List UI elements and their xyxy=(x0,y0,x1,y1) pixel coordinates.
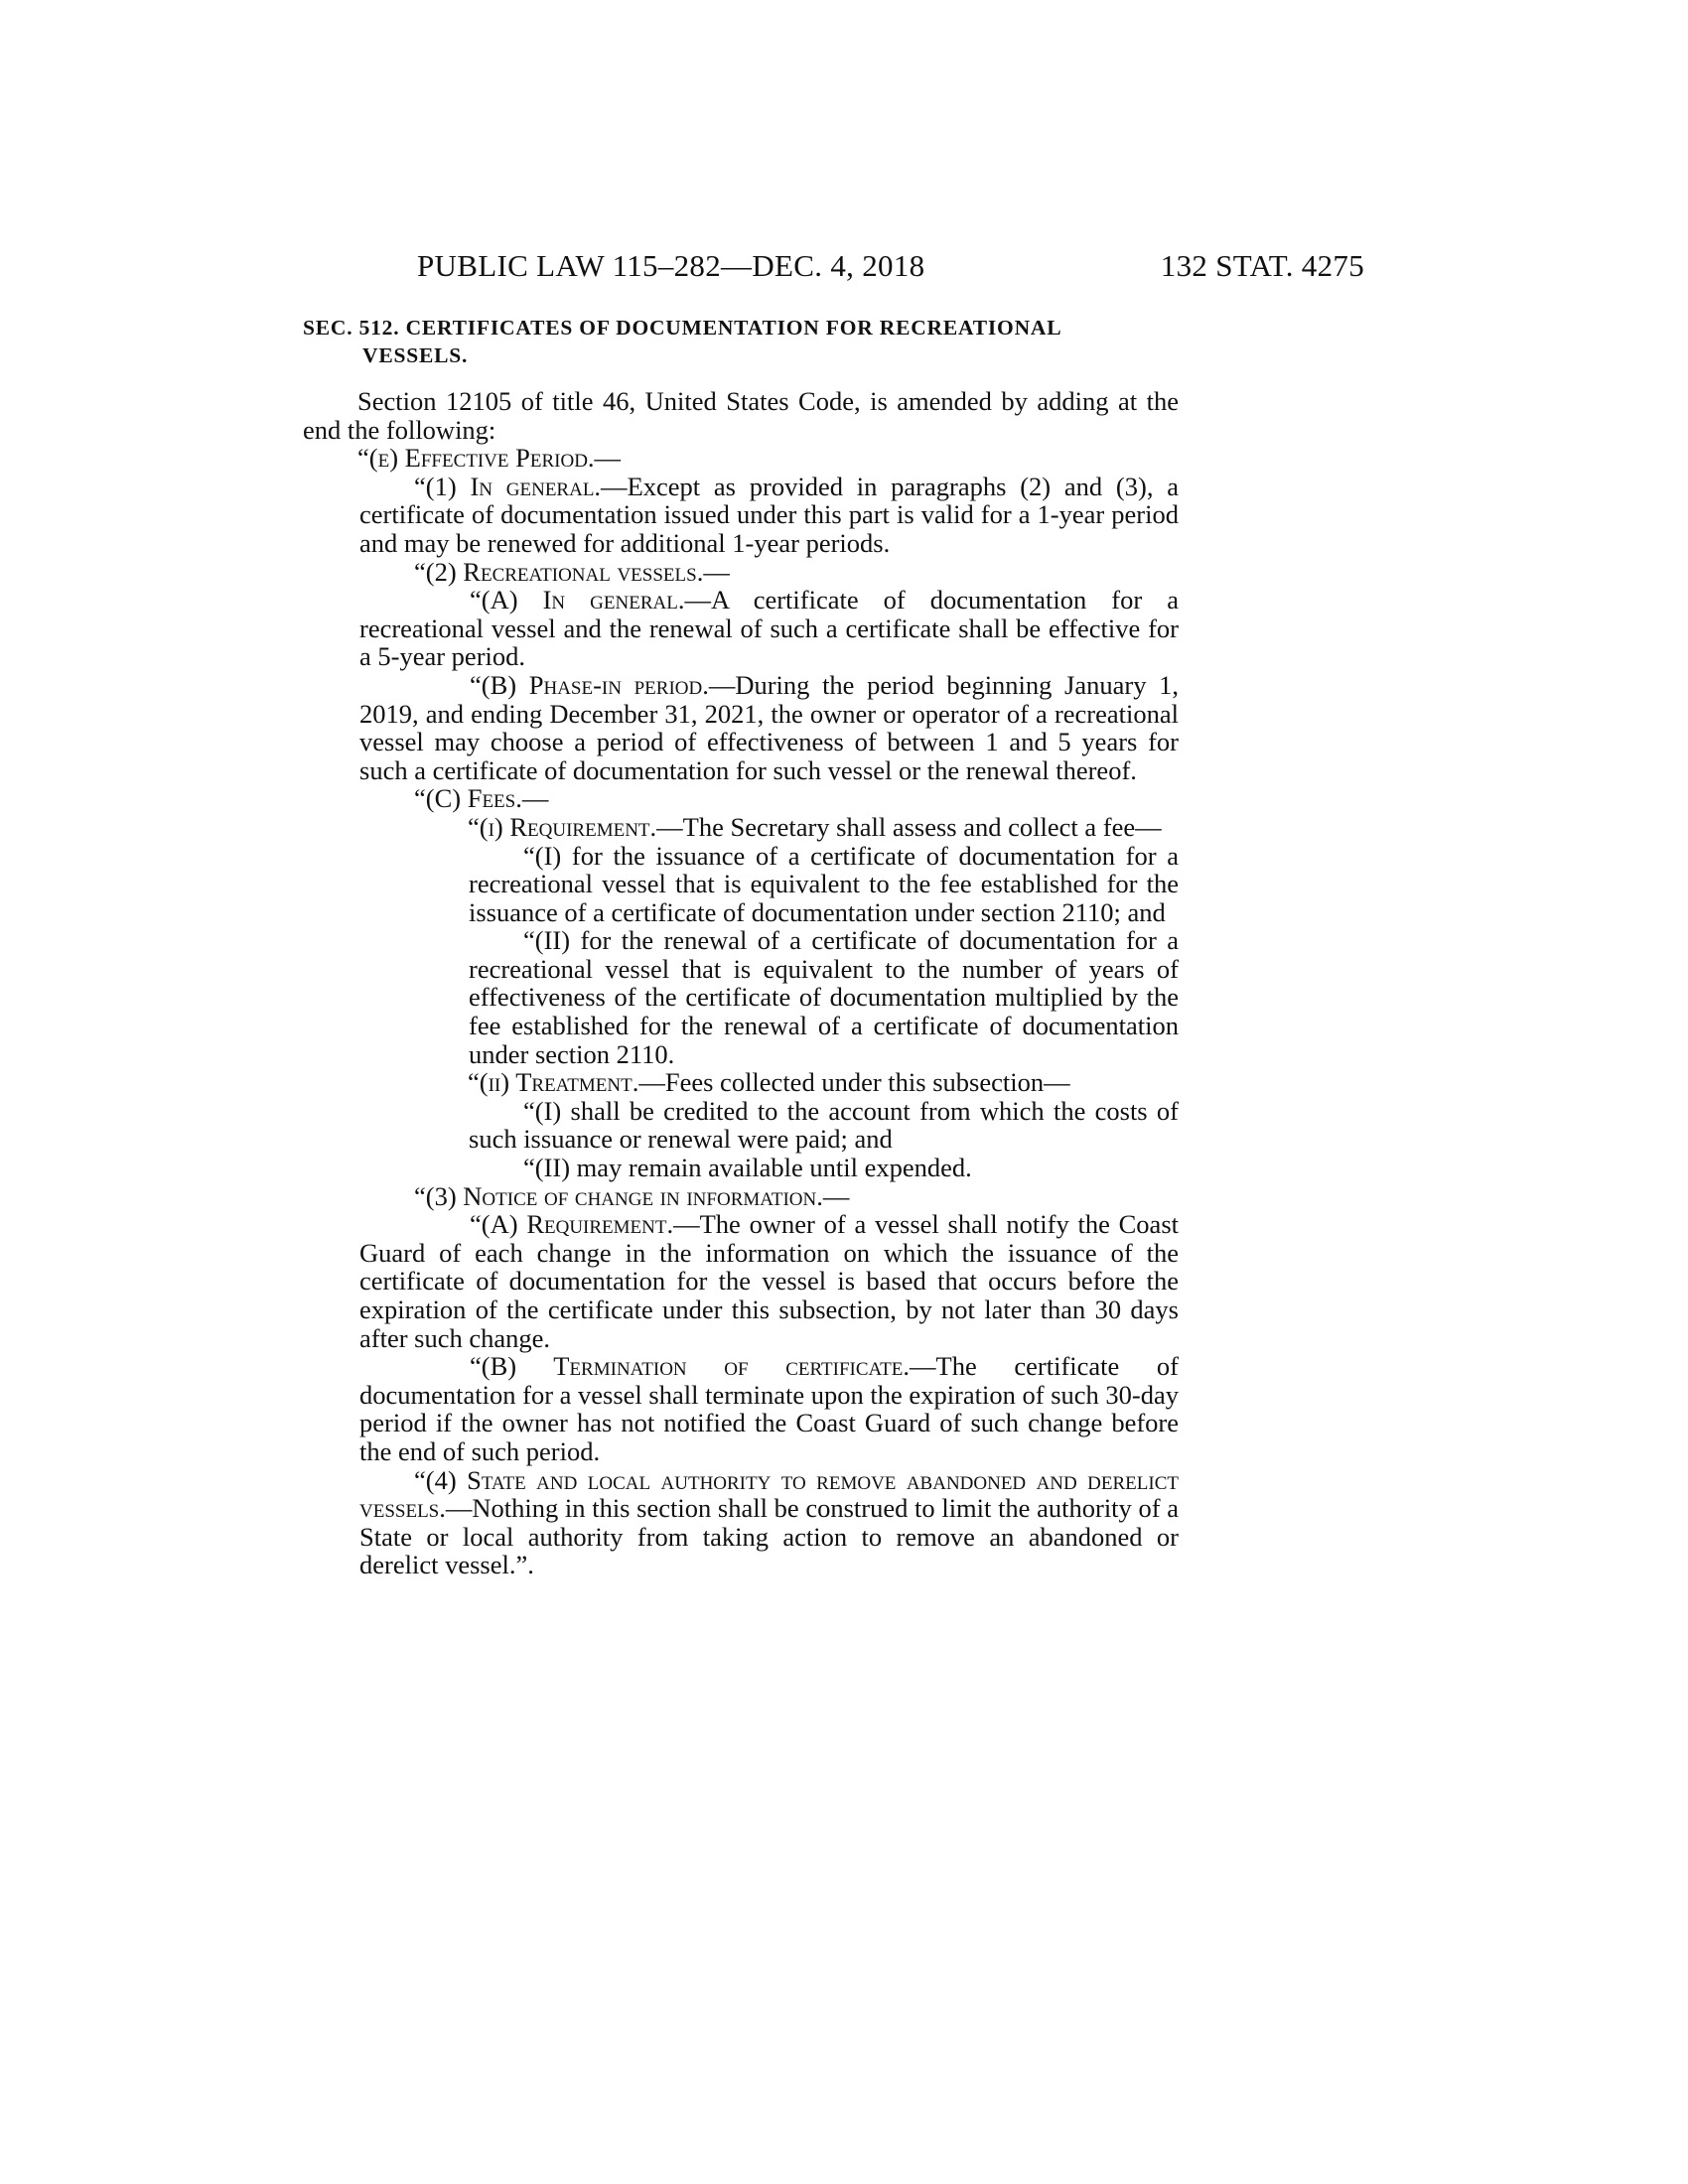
paragraph-e-2-C-i xyxy=(303,813,1179,842)
paragraph-e-3-B xyxy=(303,1352,1179,1465)
section-heading-line: SEC. 512. CERTIFICATES OF DOCUMENTATION FOR RECREATIONAL xyxy=(303,316,1062,340)
paragraph-text: During the period beginning January 1, 2019, and ending December 31, 2021, the owner or operator of a recreational vessel may choose a period of effectiveness of between 1 and 5 years for such a certificate of documentation for such vessel or the renewal thereof. xyxy=(359,669,1179,785)
paragraph-e-1 xyxy=(303,473,1179,558)
paragraph-e xyxy=(303,444,1179,473)
stat-citation: 132 STAT. 4275 xyxy=(1160,248,1364,283)
paragraph-heading: “(A) Requirement.— xyxy=(470,1209,700,1240)
running-head: PUBLIC LAW 115–282—DEC. 4, 2018 xyxy=(417,248,925,283)
paragraph-text: The owner of a vessel shall notify the Coast Guard of each change in the information on which the issuance of the certificate of documentation for the vessel is based that occurs before the expiration of the certificate under this subsection, by not later than 30 days after such change. xyxy=(359,1209,1179,1353)
paragraph-text: The certificate of documentation for a vessel shall terminate upon the expiration of such 30-day period if the owner has not notified the Coast Guard of such change before the end of such period. xyxy=(359,1351,1179,1466)
paragraph-heading: “(2) Recreational vessels.— xyxy=(414,556,730,587)
paragraph-e-2-C-i-I xyxy=(303,842,1179,927)
paragraph-e-2-A xyxy=(303,586,1179,671)
paragraph-heading: “(C) Fees.— xyxy=(414,783,549,814)
paragraph-heading: “(ii) Treatment.— xyxy=(468,1067,665,1098)
paragraph-heading: “(A) In general.— xyxy=(470,585,711,615)
paragraph-e-2-C-i-II xyxy=(303,926,1179,1068)
paragraph-e-3 xyxy=(303,1182,1179,1211)
paragraph-e-3-A xyxy=(303,1210,1179,1352)
paragraph-heading: “(e) Effective Period.— xyxy=(357,443,622,474)
section-intro: Section 12105 of title 46, United States Code, is amended by adding at the end the following: xyxy=(303,386,1179,445)
page-header xyxy=(0,248,1688,288)
paragraph-heading: “(4) State and local authority to remove abandoned and derelict vessels.— xyxy=(359,1464,1179,1524)
section-heading xyxy=(303,314,1179,369)
paragraph-text: “(I) shall be credited to the account from which the costs of such issuance or renewal were paid; and xyxy=(469,1095,1179,1155)
paragraph-text: “(I) for the issuance of a certificate of documentation for a recreational vessel that is equivalent to the fee established for the issuance of a certificate of documentation under section 2110; and xyxy=(469,840,1179,927)
paragraph-e-2-B xyxy=(303,671,1179,784)
paragraph-text: “(II) for the renewal of a certificate of documentation for a recreational vessel that is equivalent to the number of years of effectiveness of the certificate of documentation multiplied by the fee established for the renewal of a certificate of documentation under section 2110. xyxy=(469,925,1179,1069)
paragraph-e-2-C-ii-II xyxy=(303,1154,1179,1182)
paragraph-heading: “(1) In general.— xyxy=(414,471,628,501)
paragraph-e-4 xyxy=(303,1466,1179,1579)
paragraph-heading: “(B) Termination of certificate.— xyxy=(470,1351,936,1382)
paragraph-text: Nothing in this section shall be construed to limit the authority of a State or local authority from taking action to remove an abandoned or derelict vessel.”. xyxy=(359,1493,1179,1580)
paragraph-text: Fees collected under this subsection— xyxy=(664,1067,1070,1098)
paragraph-e-2 xyxy=(303,558,1179,587)
paragraph-e-2-C-ii xyxy=(303,1068,1179,1097)
paragraph-e-2-C xyxy=(303,784,1179,813)
paragraph-heading: “(3) Notice of change in information.— xyxy=(414,1180,850,1211)
section-heading-continuation: VESSELS. xyxy=(362,343,469,367)
paragraph-text: A certificate of documentation for a recreational vessel and the renewal of such a certificate shall be effective for a 5-year period. xyxy=(359,585,1179,672)
paragraph-heading: “(i) Requirement.— xyxy=(468,811,683,842)
document-body xyxy=(303,314,1179,1579)
paragraph-text: Except as provided in paragraphs (2) and (3), a certificate of documentation issued under this part is valid for a 1-year period and may be renewed for additional 1-year periods. xyxy=(359,471,1179,558)
paragraph-heading: “(B) Phase-in period.— xyxy=(470,669,736,700)
paragraph-text: “(II) may remain available until expended. xyxy=(523,1153,972,1183)
paragraph-e-2-C-ii-I xyxy=(303,1097,1179,1154)
paragraph-text: The Secretary shall assess and collect a fee— xyxy=(682,811,1162,842)
